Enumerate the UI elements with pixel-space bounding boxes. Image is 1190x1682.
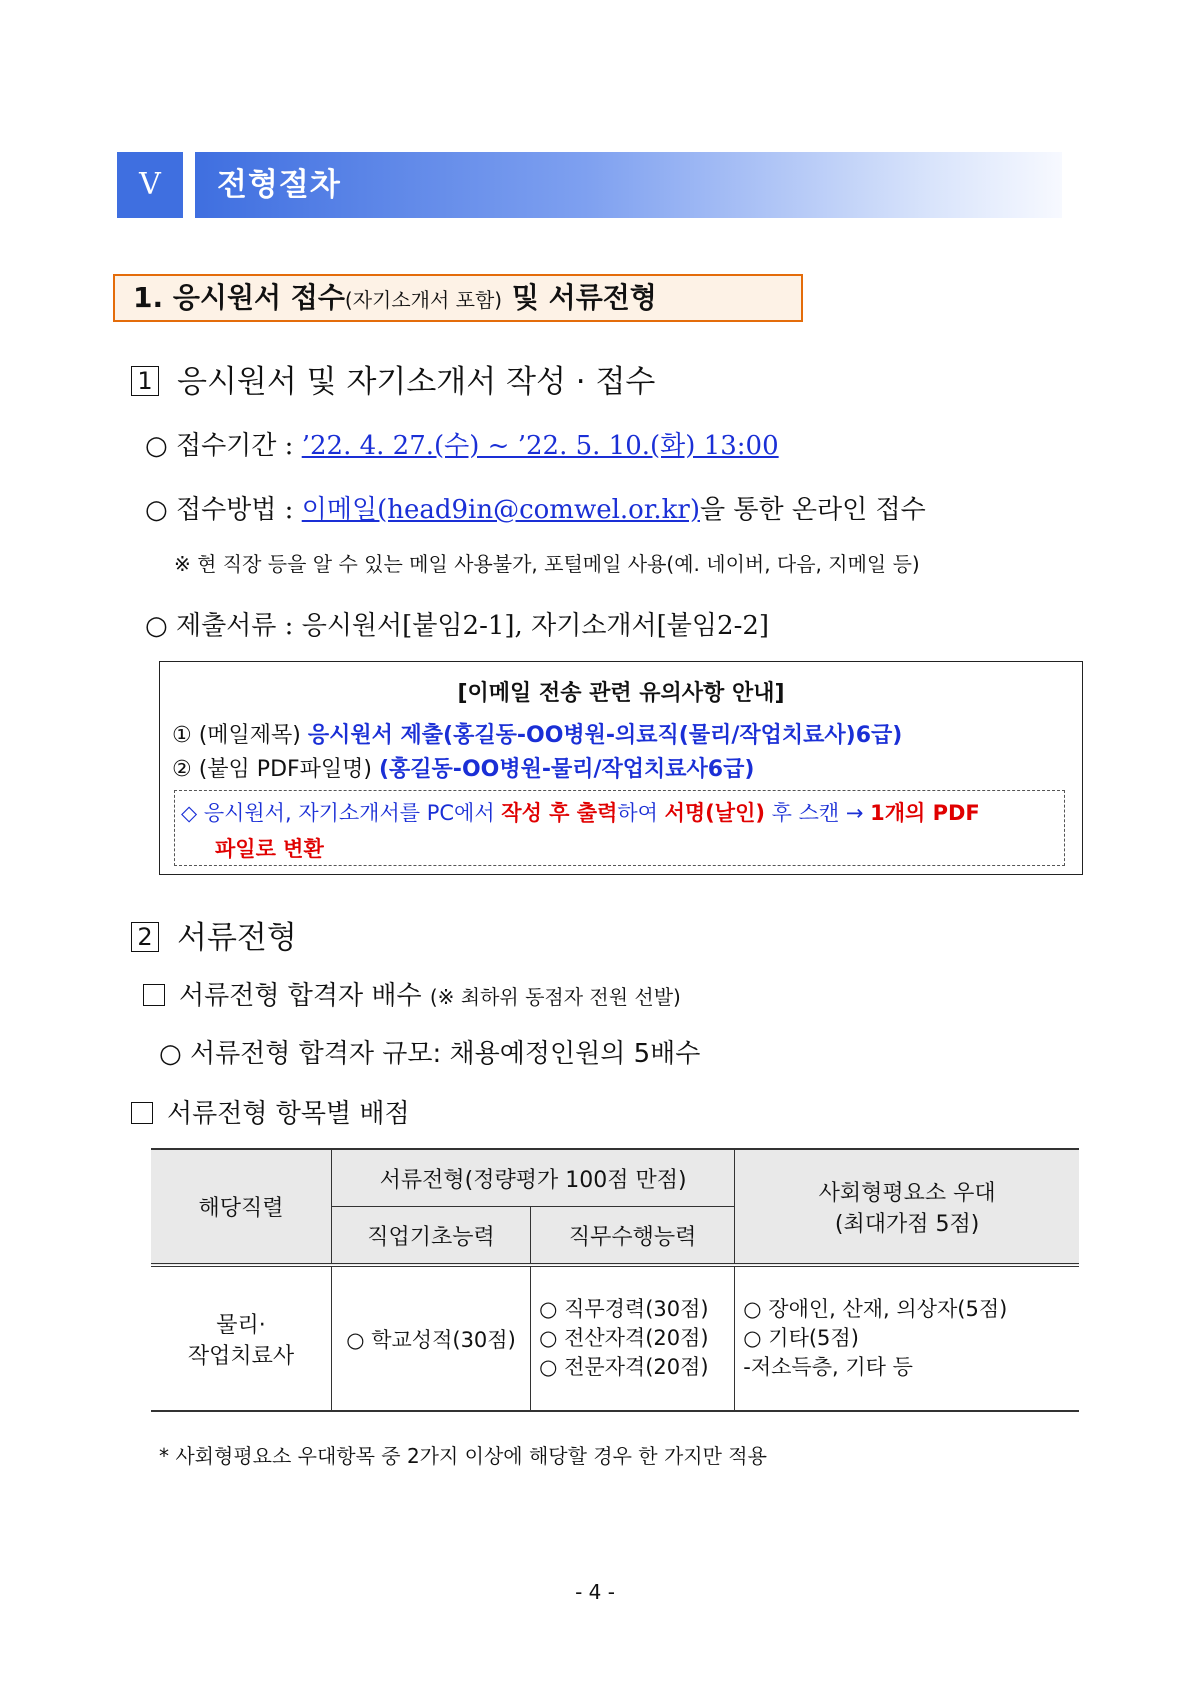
score-table [151, 1148, 1079, 1412]
email-link[interactable]: 이메일(head9in@comwel.or.kr) [301, 495, 700, 525]
td-social [735, 1265, 1079, 1411]
th-social-line2: (최대가점 5점) [834, 1211, 980, 1237]
th-duty: 직무수행능력 [531, 1207, 735, 1266]
social-item: -저소득층, 기타 등 [743, 1355, 913, 1379]
square-bullet-icon [143, 984, 165, 1006]
page-number: - 4 - [575, 1580, 615, 1604]
notice-row-subject-label: ① (메일제목) [172, 723, 308, 748]
item1-number: 1 [131, 366, 159, 396]
pass-multiple-note: (※ 최하위 동점자 전원 선발) [429, 985, 681, 1009]
instr-a: ◇ 응시원서, 자기소개서를 PC에서 [181, 801, 502, 825]
notice-instruction-box [174, 790, 1065, 866]
item1-title: 응시원서 및 자기소개서 작성 · 접수 [177, 364, 656, 400]
td-duty [531, 1265, 735, 1411]
method-note: ※ 현 직장 등을 알 수 있는 메일 사용불가, 포털메일 사용(예. 네이버, 다음, 지메일 등) [174, 552, 920, 576]
notice-row-filename-value: (홍길동-OO병원-물리/작업치료사6급) [379, 757, 755, 782]
score-label: 서류전형 항목별 배점 [167, 1099, 410, 1129]
th-social-line1: 사회형평요소 우대 [818, 1180, 996, 1206]
td-job-line2: 작업치료사 [187, 1343, 295, 1369]
docs-line: ○ 제출서류 : 응시원서[붙임2-1], 자기소개서[붙임2-2] [145, 611, 770, 641]
duty-item: ○ 직무경력(30점) [539, 1297, 709, 1321]
notice-row-filename [172, 752, 754, 783]
instr-d: 서명(날인) [664, 801, 765, 825]
instr-f: 1개의 PDF [870, 801, 980, 825]
th-doc: 서류전형(정량평가 100점 만점) [331, 1149, 734, 1207]
item2-title: 서류전형 [177, 920, 297, 956]
subsection-box [113, 274, 803, 322]
method-line [145, 489, 926, 526]
td-job-line1: 물리· [216, 1312, 266, 1338]
item1-heading [131, 356, 655, 401]
method-label: ○ 접수방법 : [145, 495, 302, 525]
bullet-pass-multiple [143, 975, 681, 1012]
notice-instruction-line2: 파일로 변환 [215, 837, 324, 861]
td-job [151, 1265, 331, 1411]
duty-item: ○ 전산자격(20점) [539, 1326, 709, 1350]
item2-number: 2 [131, 922, 159, 952]
social-item: ○ 기타(5점) [743, 1326, 859, 1350]
th-basic: 직업기초능력 [331, 1207, 530, 1266]
td-basic: ○ 학교성적(30점) [331, 1265, 530, 1411]
th-social [735, 1149, 1079, 1265]
period-label: ○ 접수기간 : [145, 431, 302, 461]
item2-heading [131, 912, 297, 957]
section-header [117, 152, 1062, 218]
period-line [145, 425, 779, 462]
instr-b: 작성 후 출력 [501, 801, 618, 825]
method-tail: 을 통한 온라인 접수 [700, 495, 926, 525]
period-value: ’22. 4. 27.(수) ~ ’22. 5. 10.(화) 13:00 [301, 431, 779, 461]
notice-title: [이메일 전송 관련 유의사항 안내] [457, 681, 785, 706]
instr-c: 하여 [617, 801, 665, 825]
notice-instruction-line1 [181, 797, 980, 827]
notice-row-subject-value: 응시원서 제출(홍길동-OO병원-의료직(물리/작업치료사)6급) [307, 723, 903, 748]
instr-e: 후 스캔 → [764, 801, 871, 825]
section-number: V [117, 152, 183, 218]
section-title: 전형절차 [217, 167, 341, 203]
footnote: * 사회형평요소 우대항목 중 2가지 이상에 해당할 경우 한 가지만 적용 [159, 1444, 767, 1468]
social-item: ○ 장애인, 산재, 의상자(5점) [743, 1297, 1008, 1321]
subsection-title-main: 1. 응시원서 접수 [133, 281, 345, 314]
th-job: 해당직렬 [151, 1149, 331, 1265]
notice-row-filename-label: ② (붙임 PDF파일명) [172, 757, 379, 782]
notice-row-subject [172, 718, 902, 749]
duty-item: ○ 전문자격(20점) [539, 1355, 709, 1379]
subsection-title-tail: 및 서류전형 [502, 281, 657, 314]
subsection-title [133, 276, 657, 322]
bullet-score [131, 1093, 410, 1130]
email-notice-box [159, 661, 1083, 875]
subsection-title-paren: (자기소개서 포함) [344, 288, 503, 312]
square-bullet-icon [131, 1102, 153, 1124]
pass-scale-line: ○ 서류전형 합격자 규모: 채용예정인원의 5배수 [159, 1039, 701, 1069]
pass-multiple-label: 서류전형 합격자 배수 [179, 981, 422, 1011]
